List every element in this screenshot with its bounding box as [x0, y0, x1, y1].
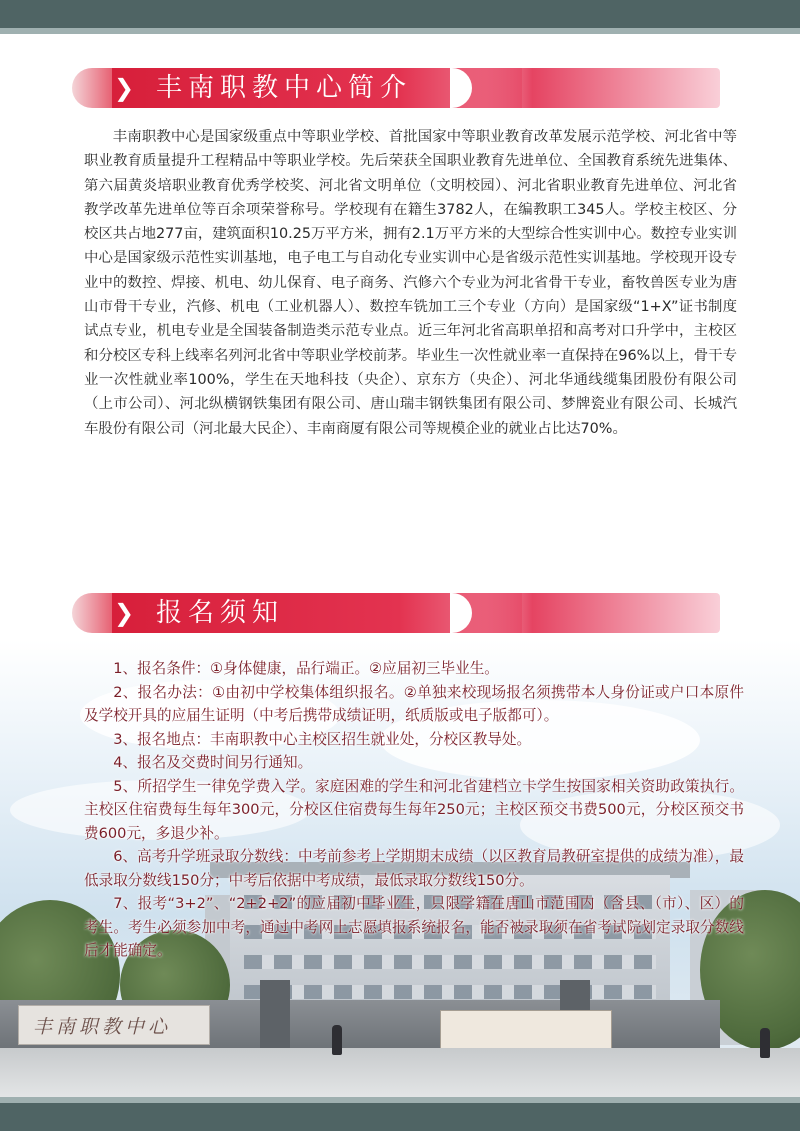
intro-section-header [72, 68, 720, 108]
notice-item: 2、报名办法：①由初中学校集体组织报名。②单独来校现场报名须携带本人身份证或户口本原件及学校开具的应届生证明（中考后携带成绩证明，纸质版或电子版都可）。 [84, 683, 744, 724]
notice-item: 7、报考“3+2”、“2+2+2”的应届初中毕业生，只限学籍在唐山市范围内（含县、（市）、区）的考生。考生必须参加中考，通过中考网上志愿填报系统报名，能否被录取须在省考试院划定录取分数线后才能确定。 [84, 895, 744, 959]
chevron-right-icon: ❯ [114, 599, 135, 627]
chevron-right-icon: ❯ [114, 74, 135, 102]
notice-item: 3、报名地点：丰南职教中心主校区招生就业处，分校区教导处。 [113, 730, 532, 748]
top-decor-bar [0, 0, 800, 34]
intro-section-title: 丰南职教中心简介 [156, 73, 413, 103]
notice-item: 4、报名及交费时间另行通知。 [113, 754, 313, 771]
bottom-decor-bar [0, 1097, 800, 1131]
campus-sign: 丰南职教中心 [18, 1005, 210, 1045]
registration-section-title: 报名须知 [156, 598, 285, 628]
registration-notice-list [84, 657, 744, 963]
notice-item: 1、报名条件：①身体健康，品行端正。②应届初三毕业生。 [113, 660, 499, 677]
notice-item: 6、高考升学班录取分数线：中考前参考上学期期末成绩（以区教育局教研室提供的成绩为准），最低录取分数线150分；中考后依据中考成绩，最低录取分数线150分。 [84, 848, 744, 889]
registration-section-header [72, 593, 720, 633]
notice-item: 5、所招学生一律免学费入学。家庭困难的学生和河北省建档立卡学生按国家相关资助政策执行。主校区住宿费每生每年300元，分校区住宿费每生每年250元；主校区预交书费500元，分校区预交书费600元，多退少补。 [84, 777, 744, 842]
intro-paragraph: 丰南职教中心是国家级重点中等职业学校、首批国家中等职业教育改革发展示范学校、河北省中等职业教育质量提升工程精品中等职业学校。先后荣获全国职业教育先进单位、全国教育系统先进集体、第六届黄炎培职业教育优秀学校奖、河北省文明单位（文明校园）、河北省职业教育先进单位、河北省教学改革先进单位等百余项荣誉称号。学校现有在籍生3782人，在编教职工345人。学校主校区、分校区共占地277亩，建筑面积10.25万平方米，拥有2.1万平方米的大型综合性实训中心。数控专业实训中心是国家级示范性实训基地，电子电工与自动化专业实训中心是省级示范性实训基地。学校现开设专业中的数控、焊接、机电、幼儿保育、电子商务、汽修六个专业为河北省骨干专业，畜牧兽医专业为唐山市骨干专业，汽修、机电（工业机器人）、数控车铣加工三个专业（方向）是国家级“1+X”证书制度试点专业，机电专业是全国装备制造类示范专业点。近三年河北省高职单招和高考对口升学中，主校区和分校区专科上线率名列河北省中等职业学校前茅。毕业生一次性就业率一直保持在96%以上，骨干专业一次性就业率100%，学生在天地科技（央企）、京东方（央企）、河北华通线缆集团股份有限公司（上市公司）、河北纵横钢铁集团有限公司、唐山瑞丰钢铁集团有限公司、梦牌瓷业有限公司、长城汽车股份有限公司（河北最大民企）、丰南商厦有限公司等规模企业的就业占比达70%。 [84, 129, 737, 437]
